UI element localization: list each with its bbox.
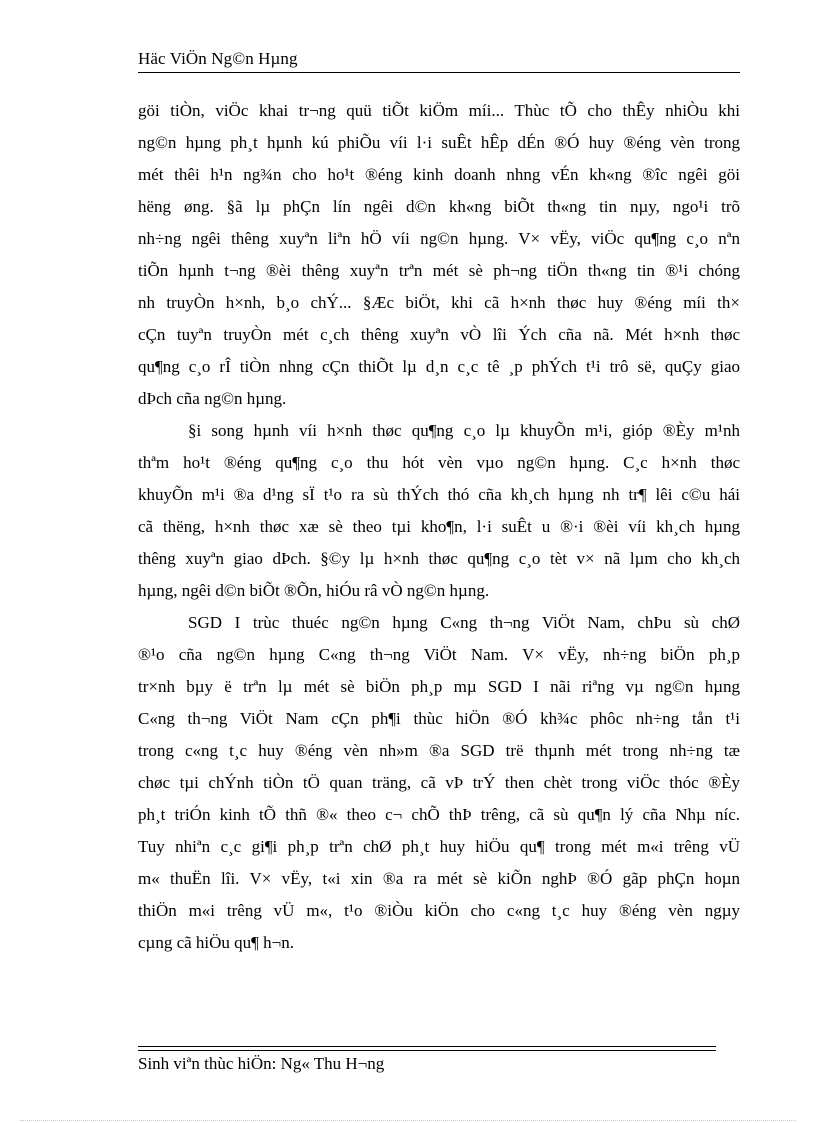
text-line: dÞch cña ng©n hµng.: [138, 389, 287, 408]
body-text: [138, 95, 740, 959]
text-line: cÇn tuyªn truyÒn mét c¸ch thêng xuyªn vÒ lîi Ých cña nã. Mét h×nh thøc: [138, 325, 740, 344]
text-line: tr×nh bµy ë trªn lµ mét sè biÖn ph¸p mµ SGD I nãi riªng vµ ng©n hµng: [138, 677, 740, 696]
text-line: cã thëng, h×nh thøc xæ sè theo tµi kho¶n, l·i suÊt u ®·i ®èi víi kh¸ch hµng: [138, 517, 740, 536]
paragraph-2: [138, 415, 740, 607]
text-line: hµng, ngêi d©n biÕt ®Õn, hiÓu râ vÒ ng©n hµng.: [138, 581, 490, 600]
footer-rule-top: [138, 1046, 716, 1047]
text-line: nh÷ng ngêi thêng xuyªn liªn hÖ víi ng©n hµng. V× vËy, viÖc qu¶ng c¸o nªn: [138, 229, 740, 248]
header-title: Häc ViÖn Ng©n Hµng: [138, 49, 298, 68]
text-line: thiÖn m«i trêng vÜ m«, t¹o ®iÒu kiÖn cho c«ng t¸c huy ®éng vèn ngµy: [138, 901, 740, 920]
text-line: C«ng th¬ng ViÖt Nam cÇn ph¶i thùc hiÖn ®Ó kh¾c phôc nh÷ng tån t¹i: [138, 709, 740, 728]
paragraph-1: [138, 95, 740, 415]
text-line: SGD I trùc thuéc ng©n hµng C«ng th¬ng ViÖt Nam, chÞu sù chØ: [188, 613, 740, 632]
text-line: nh truyÒn h×nh, b¸o chÝ... §Æc biÖt, khi cã h×nh thøc huy ®éng míi th×: [138, 293, 740, 312]
text-line: ®¹o cña ng©n hµng C«ng th¬ng ViÖt Nam. V× vËy, nh÷ng biÖn ph¸p: [138, 645, 740, 664]
page-header: [138, 48, 740, 73]
text-line: thªm ho¹t ®éng qu¶ng c¸o thu hót vèn vµo ng©n hµng. C¸c h×nh thøc: [138, 453, 740, 472]
text-line: Tuy nhiªn c¸c gi¶i ph¸p trªn chØ ph¸t huy hiÖu qu¶ trong mét m«i trêng vÜ: [138, 837, 740, 856]
text-line: chøc tµi chÝnh tiÒn tÖ quan träng, cã vÞ trÝ then chèt trong viÖc thóc ®Èy: [138, 773, 740, 792]
text-line: khuyÕn m¹i ®a d¹ng sÏ t¹o ra sù thÝch thó cña kh¸ch hµng nh tr¶ lêi c©u hái: [138, 485, 740, 504]
text-line: thêng xuyªn giao dÞch. §©y lµ h×nh thøc qu¶ng c¸o tèt v× nã lµm cho kh¸ch: [138, 549, 740, 568]
page-edge-divider: [20, 1120, 796, 1121]
text-line: ng©n hµng ph¸t hµnh kú phiÕu víi l·i suÊt hÊp dÉn ®Ó huy ®éng vèn trong: [138, 133, 740, 152]
paragraph-3: [138, 607, 740, 959]
text-line: ph¸t triÓn kinh tÕ thñ ®« theo c¬ chÕ thÞ trêng, cã sù qu¶n lý cña Nhµ níc.: [138, 805, 740, 824]
text-line: m« thuËn lîi. V× vËy, t«i xin ®a ra mét sè kiÕn nghÞ ®Ó gãp phÇn hoµn: [138, 869, 740, 888]
text-line: hëng øng. §ã lµ phÇn lín ngêi d©n kh«ng biÕt th«ng tin nµy, ngo¹i trõ: [138, 197, 740, 216]
text-line: mét thêi h¹n ng¾n cho ho¹t ®éng kinh doanh nhng vÉn kh«ng ®îc ngêi göi: [138, 165, 740, 184]
footer-rule-bottom: [138, 1050, 716, 1051]
footer-text: Sinh viªn thùc hiÖn: Ng« Thu H¬ng: [138, 1054, 385, 1073]
text-line: qu¶ng c¸o rÎ tiÒn nhng cÇn thiÕt lµ d¸n c¸c tê ¸p phÝch t¹i trô së, quÇy giao: [138, 357, 740, 376]
text-line: tiÕn hµnh t¬ng ®èi thêng xuyªn trªn mét sè ph¬ng tiÖn th«ng tin ®¹i chóng: [138, 261, 740, 280]
text-line: cµng cã hiÖu qu¶ h¬n.: [138, 933, 294, 952]
text-line: trong c«ng t¸c huy ®éng vèn nh»m ®a SGD trë thµnh mét trong nh÷ng tæ: [138, 741, 740, 760]
text-line: §i song hµnh víi h×nh thøc qu¶ng c¸o lµ khuyÕn m¹i, gióp ®Èy m¹nh: [188, 421, 740, 440]
text-line: göi tiÒn, viÖc khai tr¬ng quü tiÕt kiÖm míi... Thùc tÕ cho thÊy nhiÒu khi: [138, 101, 740, 120]
